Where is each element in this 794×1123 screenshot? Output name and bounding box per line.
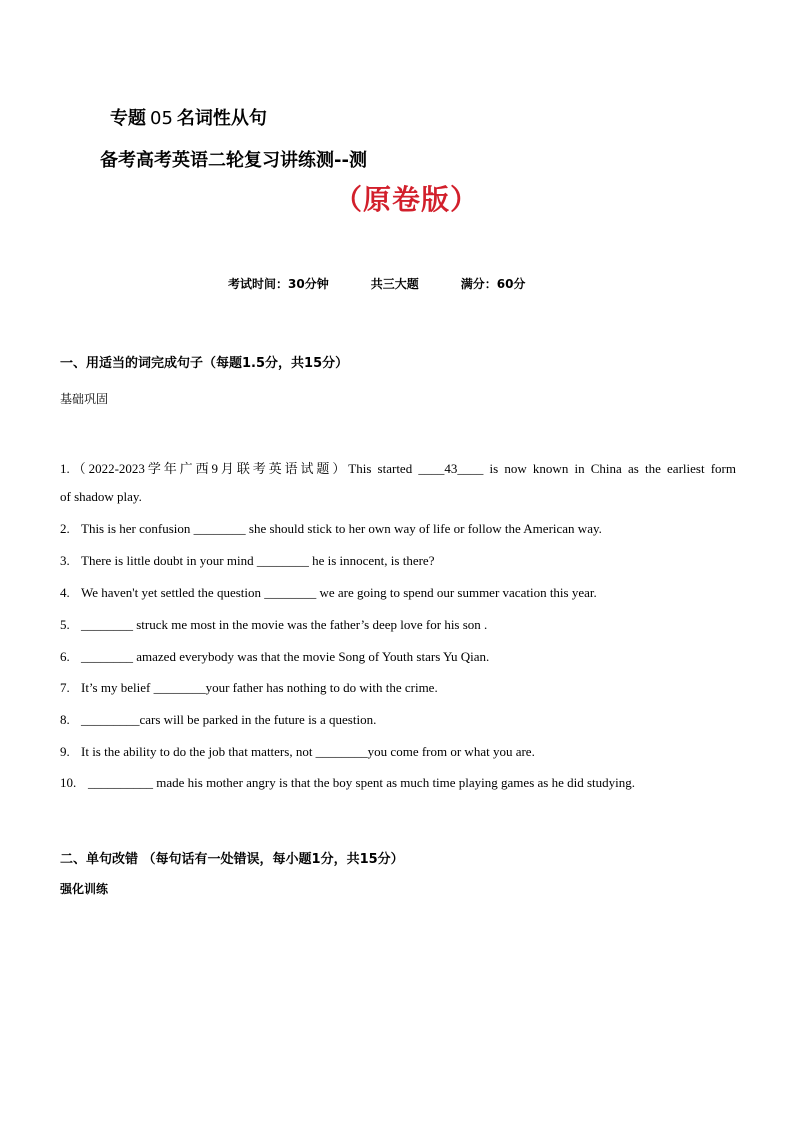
question-1-continued: of shadow play.: [60, 489, 142, 504]
question-source: （2022-2023学年广西9月联考英语试题）: [69, 461, 349, 476]
question-3: [60, 553, 434, 569]
section2-heading: 二、单句改错 （每句话有一处错误，每小题1分，共15分）: [60, 852, 404, 867]
question-number: 10.: [60, 775, 77, 790]
question-text: This is her confusion ________ she should stick to her own way of life or follow the American way.: [81, 521, 602, 536]
question-2: [60, 521, 602, 537]
question-10: [60, 775, 635, 791]
section2-subheading: 强化训练: [60, 882, 109, 896]
question-text: We haven't yet settled the question ________ we are going to spend our summer vacation this year.: [81, 585, 597, 600]
question-4: [60, 585, 597, 601]
question-number: 2.: [60, 521, 70, 536]
question-text: _________cars will be parked in the future is a question.: [81, 712, 377, 727]
question-7: [60, 680, 438, 696]
question-1: [60, 458, 736, 477]
question-text: __________ made his mother angry is that the boy spent as much time playing games as he did studying.: [88, 775, 635, 790]
section1-heading: 一、用适当的词完成句子（每题1.5分，共15分）: [60, 356, 349, 371]
topic-name: 名词性从句: [176, 108, 267, 129]
edition-label: （原卷版）: [334, 183, 480, 216]
topic-prefix: 专题: [110, 108, 146, 129]
question-number: 7.: [60, 680, 70, 695]
exam-full-score: 满分：60分: [460, 277, 526, 291]
question-number: 6.: [60, 649, 70, 664]
exam-time: 考试时间：30分钟: [228, 277, 329, 291]
topic-title: [110, 104, 267, 130]
question-5: [60, 617, 487, 633]
question-6: [60, 649, 489, 665]
question-text: It’s my belief ________your father has nothing to do with the crime.: [81, 680, 438, 695]
question-8: [60, 712, 376, 728]
question-text: ________ amazed everybody was that the movie Song of Youth stars Yu Qian.: [81, 649, 490, 664]
question-number: 1.: [60, 461, 70, 476]
section1-subheading: 基础巩固: [60, 392, 109, 406]
question-number: 3.: [60, 553, 70, 568]
question-number: 5.: [60, 617, 70, 632]
document-subtitle: 备考高考英语二轮复习讲练测--测: [100, 150, 367, 171]
question-text: This started ____43____ is now known in China as the earliest form: [348, 461, 736, 476]
question-text: There is little doubt in your mind ________ he is innocent, is there?: [81, 553, 435, 568]
question-text: ________ struck me most in the movie was the father’s deep love for his son .: [81, 617, 488, 632]
question-number: 8.: [60, 712, 70, 727]
question-text: It is the ability to do the job that matters, not ________you come from or what you are.: [81, 744, 535, 759]
topic-number: 05: [150, 108, 173, 129]
question-number: 4.: [60, 585, 70, 600]
question-number: 9.: [60, 744, 70, 759]
exam-sections: 共三大题: [370, 277, 419, 291]
exam-info: [228, 275, 525, 292]
question-9: [60, 744, 535, 760]
